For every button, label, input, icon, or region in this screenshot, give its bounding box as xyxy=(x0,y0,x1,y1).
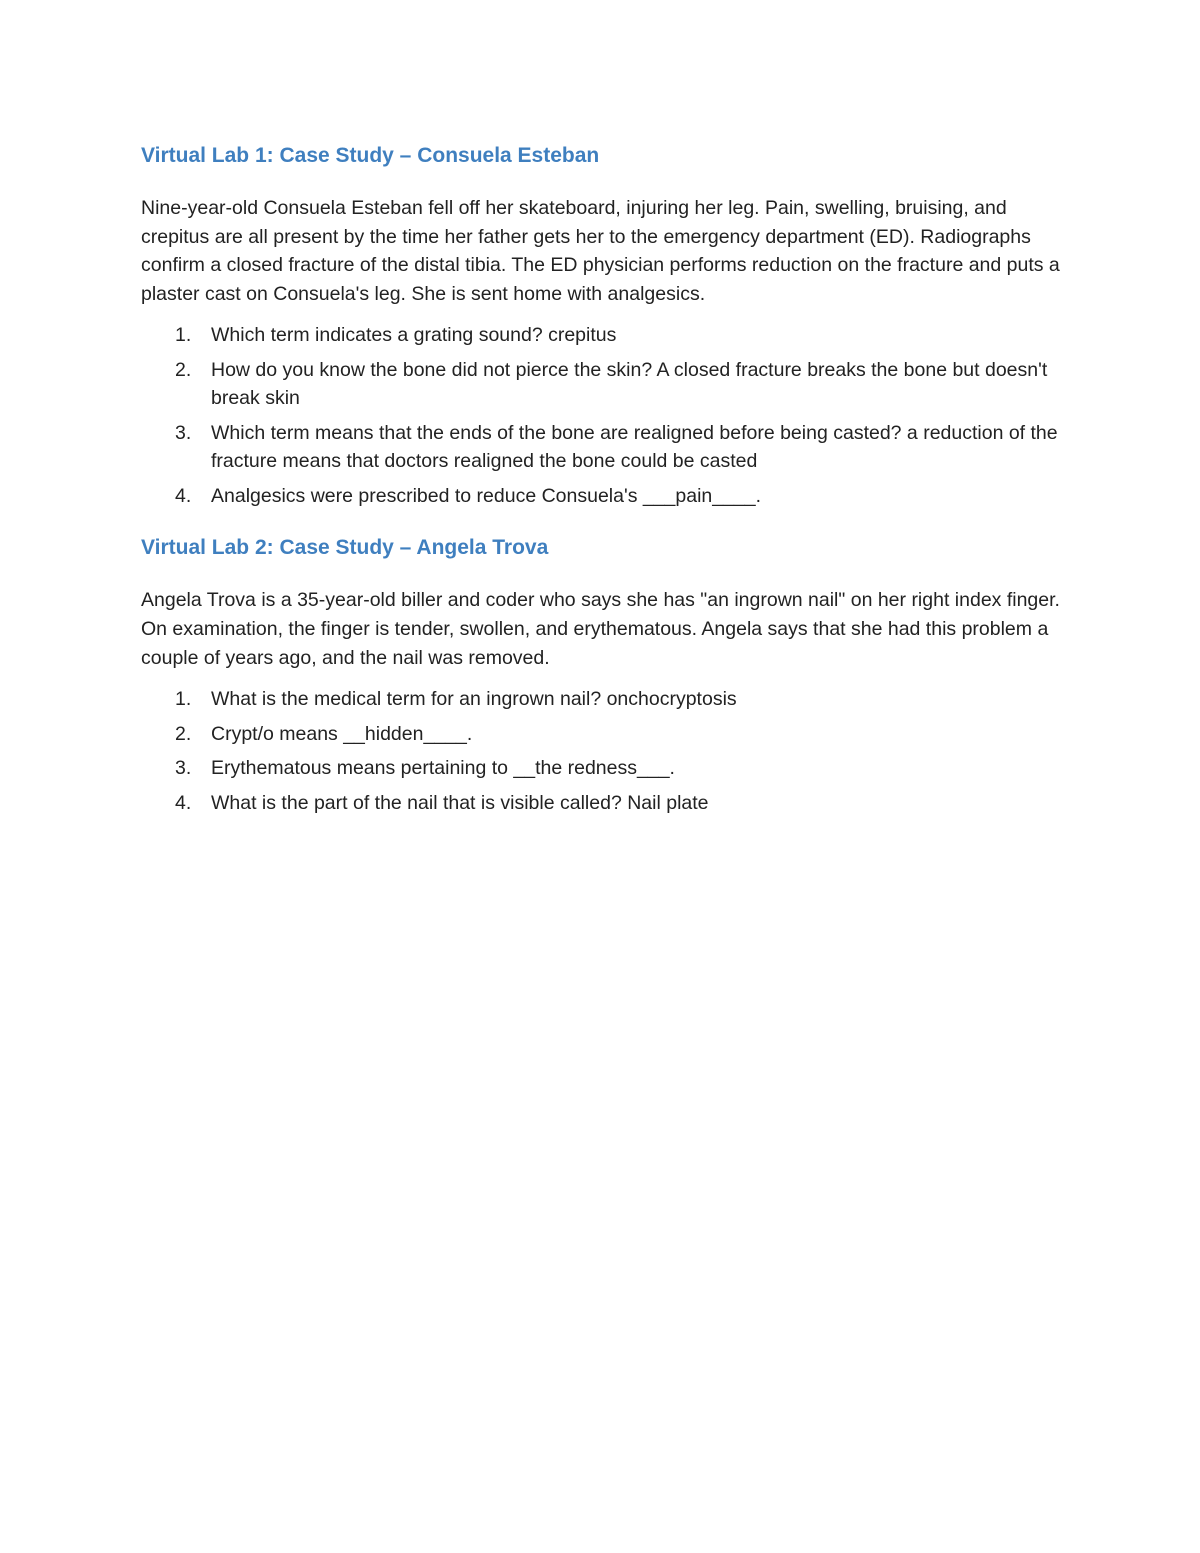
question-text: How do you know the bone did not pierce the skin? A closed fracture breaks the bone but doesn't break skin xyxy=(211,358,1048,410)
case2-paragraph: Angela Trova is a 35-year-old biller and coder who says she has "an ingrown nail" on her right index finger. On examination, the finger is tender, swollen, and erythematous. Angela says that she had this problem a couple of years ago, and the nail was removed. xyxy=(141,589,1060,669)
case2-question-list xyxy=(141,685,1060,817)
case1-question-2 xyxy=(141,356,1061,413)
question-number: 2. xyxy=(175,722,192,745)
case1-question-list xyxy=(141,321,1060,510)
case1-question-1 xyxy=(141,321,1061,350)
case1-question-3 xyxy=(141,419,1061,476)
question-text: Crypt/o means __hidden____. xyxy=(211,722,473,745)
question-number: 4. xyxy=(175,484,192,507)
question-text: What is the part of the nail that is visible called? Nail plate xyxy=(211,791,709,814)
question-text: Erythematous means pertaining to __the redness___. xyxy=(211,757,675,780)
question-number: 1. xyxy=(175,324,192,347)
question-text: Analgesics were prescribed to reduce Consuela's ___pain____. xyxy=(211,484,762,507)
case2-question-4 xyxy=(141,789,1061,818)
question-number: 1. xyxy=(175,688,192,711)
case1-heading: Virtual Lab 1: Case Study – Consuela Esteban xyxy=(141,144,600,167)
question-number: 4. xyxy=(175,791,192,814)
question-number: 2. xyxy=(175,358,192,381)
case1-paragraph: Nine-year-old Consuela Esteban fell off her skateboard, injuring her leg. Pain, swelling, bruising, and crepitus are all present by the time her father gets her to the emergency department (ED). Radiographs confirm a closed fracture of the distal tibia. The ED physician performs reduction on the fracture and puts a plaster cast on Consuela's leg. She is sent home with analgesics. xyxy=(141,197,1060,305)
case2-question-3 xyxy=(141,754,1061,783)
case2-question-2 xyxy=(141,720,1061,749)
case1-question-4 xyxy=(141,482,1061,511)
question-number: 3. xyxy=(175,421,192,444)
case2-heading: Virtual Lab 2: Case Study – Angela Trova xyxy=(141,536,549,560)
case2-question-1 xyxy=(141,685,1061,714)
question-text: Which term means that the ends of the bone are realigned before being casted? a reduction of the fracture means that doctors realigned the bone could be casted xyxy=(211,421,1058,473)
question-text: Which term indicates a grating sound? crepitus xyxy=(211,324,617,347)
question-number: 3. xyxy=(175,757,192,780)
question-text: What is the medical term for an ingrown nail? onchocryptosis xyxy=(211,688,737,711)
